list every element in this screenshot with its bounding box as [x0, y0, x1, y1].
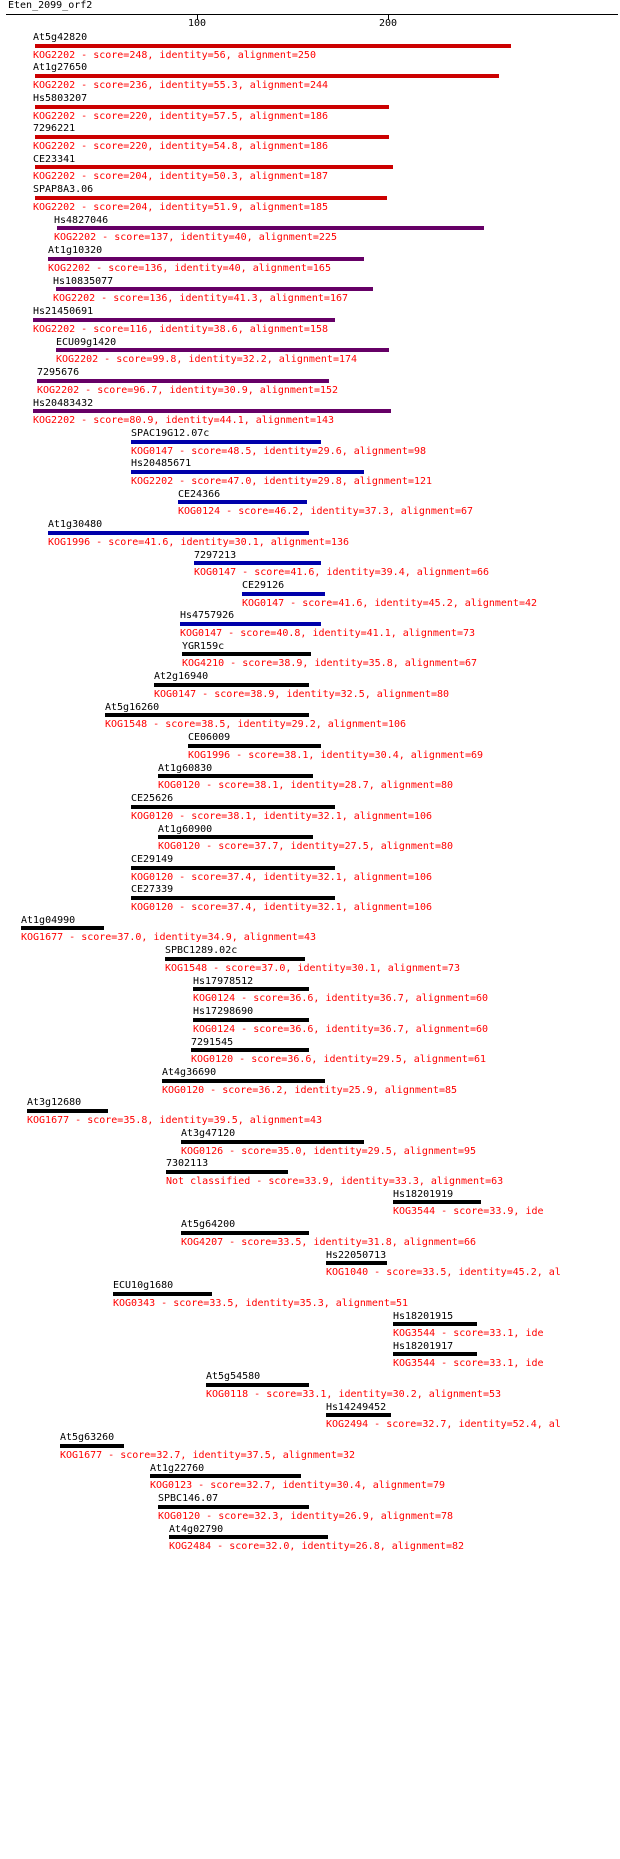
hit-alignment-bar	[393, 1352, 477, 1356]
hit-alignment-bar	[194, 561, 321, 565]
hit-annotation: KOG0123 - score=32.7, identity=30.4, alignment=79	[150, 1480, 446, 1491]
tick-label-100: 100	[188, 18, 207, 29]
hit-alignment-bar	[56, 348, 389, 352]
hit-alignment-bar	[242, 592, 325, 596]
hit-alignment-bar	[158, 774, 313, 778]
hit-name: At5g64200	[181, 1219, 236, 1230]
hit-alignment-bar	[169, 1535, 328, 1539]
hit-annotation: KOG1996 - score=41.6, identity=30.1, alignment=136	[48, 537, 350, 548]
hit-annotation: KOG2202 - score=47.0, identity=29.8, alignment=121	[131, 476, 433, 487]
hit-name: CE06009	[188, 732, 231, 743]
hit-alignment-bar	[27, 1109, 108, 1113]
hit-alignment-bar	[56, 287, 373, 291]
hit-name: At4g02790	[169, 1524, 224, 1535]
hit-alignment-bar	[48, 257, 364, 261]
hit-alignment-bar	[131, 896, 335, 900]
hit-annotation: Not classified - score=33.9, identity=33.3, alignment=63	[166, 1176, 504, 1187]
hit-annotation: KOG2202 - score=220, identity=57.5, alignment=186	[33, 111, 329, 122]
hit-name: At1g04990	[21, 915, 76, 926]
hit-annotation: KOG2202 - score=96.7, identity=30.9, alignment=152	[37, 385, 339, 396]
hit-alignment-bar	[206, 1383, 309, 1387]
hit-name: At1g30480	[48, 519, 103, 530]
hit-annotation: KOG0124 - score=46.2, identity=37.3, alignment=67	[178, 506, 474, 517]
hit-name: At1g60830	[158, 763, 213, 774]
hit-alignment-bar	[37, 379, 329, 383]
hit-alignment-bar	[131, 866, 335, 870]
hit-name: Hs4827046	[54, 215, 109, 226]
query-name: Eten_2099_orf2	[8, 0, 93, 11]
hit-annotation: KOG0120 - score=37.4, identity=32.1, alignment=106	[131, 872, 433, 883]
hit-name: YGR159c	[182, 641, 225, 652]
hit-annotation: KOG2202 - score=99.8, identity=32.2, alignment=174	[56, 354, 358, 365]
hit-alignment-bar	[181, 1231, 309, 1235]
hit-name: Hs21450691	[33, 306, 94, 317]
hit-alignment-bar	[150, 1474, 301, 1478]
hit-annotation: KOG2202 - score=136, identity=41.3, alignment=167	[53, 293, 349, 304]
hit-name: At5g54580	[206, 1371, 261, 1382]
hit-alignment-bar	[165, 957, 305, 961]
hit-name: At5g63260	[60, 1432, 115, 1443]
hit-annotation: KOG2202 - score=136, identity=40, alignment=165	[48, 263, 331, 274]
hit-name: Hs17298690	[193, 1006, 254, 1017]
hit-name: At4g36690	[162, 1067, 217, 1078]
hit-annotation: KOG0343 - score=33.5, identity=35.3, alignment=51	[113, 1298, 409, 1309]
hit-alignment-bar	[158, 1505, 309, 1509]
hit-name: At1g22760	[150, 1463, 205, 1474]
hit-name: Hs4757926	[180, 610, 235, 621]
hit-name: CE23341	[33, 154, 76, 165]
hit-alignment-bar	[131, 805, 335, 809]
hit-alignment-bar	[105, 713, 309, 717]
hit-name: Hs17978512	[193, 976, 254, 987]
hit-annotation: KOG0126 - score=35.0, identity=29.5, alignment=95	[181, 1146, 477, 1157]
hit-alignment-bar	[154, 683, 309, 687]
hit-name: At3g12680	[27, 1097, 82, 1108]
hit-annotation: KOG3544 - score=33.1, ide	[393, 1358, 544, 1369]
hit-alignment-bar	[131, 470, 364, 474]
hit-alignment-bar	[182, 652, 311, 656]
hit-name: At2g16940	[154, 671, 209, 682]
hit-name: CE29149	[131, 854, 174, 865]
hit-name: CE24366	[178, 489, 221, 500]
hit-annotation: KOG3544 - score=33.9, ide	[393, 1206, 544, 1217]
hit-name: CE27339	[131, 884, 174, 895]
hit-annotation: KOG0124 - score=36.6, identity=36.7, alignment=60	[193, 993, 489, 1004]
hit-annotation: KOG3544 - score=33.1, ide	[393, 1328, 544, 1339]
hit-annotation: KOG2484 - score=32.0, identity=26.8, alignment=82	[169, 1541, 465, 1552]
hit-alignment-bar	[131, 440, 321, 444]
hit-annotation: KOG1996 - score=38.1, identity=30.4, alignment=69	[188, 750, 484, 761]
hit-annotation: KOG2202 - score=116, identity=38.6, alignment=158	[33, 324, 329, 335]
hit-name: SPAC19G12.07c	[131, 428, 210, 439]
hit-name: ECU10g1680	[113, 1280, 174, 1291]
hit-name: Hs18201919	[393, 1189, 454, 1200]
hit-name: Hs5803207	[33, 93, 88, 104]
tick-label-200: 200	[379, 18, 398, 29]
hit-name: SPBC1289.02c	[165, 945, 238, 956]
hit-name: Hs14249452	[326, 1402, 387, 1413]
hit-annotation: KOG4207 - score=33.5, identity=31.8, alignment=66	[181, 1237, 477, 1248]
hit-alignment-bar	[60, 1444, 124, 1448]
hit-alignment-bar	[193, 987, 309, 991]
hit-alignment-bar	[166, 1170, 288, 1174]
hit-annotation: KOG2202 - score=137, identity=40, alignment=225	[54, 232, 337, 243]
hit-annotation: KOG2202 - score=204, identity=51.9, alignment=185	[33, 202, 329, 213]
hit-name: CE25626	[131, 793, 174, 804]
hit-name: 7295676	[37, 367, 80, 378]
hit-annotation: KOG0120 - score=36.6, identity=29.5, alignment=61	[191, 1054, 487, 1065]
hit-annotation: KOG1548 - score=37.0, identity=30.1, alignment=73	[165, 963, 461, 974]
hit-annotation: KOG0120 - score=37.4, identity=32.1, alignment=106	[131, 902, 433, 913]
hit-annotation: KOG1677 - score=32.7, identity=37.5, alignment=32	[60, 1450, 356, 1461]
hit-annotation: KOG0147 - score=41.6, identity=39.4, alignment=66	[194, 567, 490, 578]
hit-annotation: KOG0147 - score=41.6, identity=45.2, alignment=42	[242, 598, 538, 609]
hit-name: Hs20485671	[131, 458, 192, 469]
hit-name: CE29126	[242, 580, 285, 591]
hit-alignment-bar	[158, 835, 313, 839]
hit-alignment-bar	[35, 105, 389, 109]
hit-annotation: KOG0147 - score=40.8, identity=41.1, alignment=73	[180, 628, 476, 639]
hit-name: 7291545	[191, 1037, 234, 1048]
hit-alignment-bar	[35, 74, 499, 78]
hit-alignment-bar	[113, 1292, 212, 1296]
hit-alignment-bar	[193, 1018, 309, 1022]
hit-annotation: KOG0124 - score=36.6, identity=36.7, alignment=60	[193, 1024, 489, 1035]
hit-alignment-bar	[162, 1079, 325, 1083]
hit-alignment-bar	[35, 165, 393, 169]
hit-name: 7296221	[33, 123, 76, 134]
hit-annotation: KOG2202 - score=204, identity=50.3, alignment=187	[33, 171, 329, 182]
hit-name: Hs18201915	[393, 1311, 454, 1322]
hit-name: At5g42820	[33, 32, 88, 43]
hit-name: SPBC146.07	[158, 1493, 219, 1504]
query-axis	[6, 14, 618, 15]
hit-name: At3g47120	[181, 1128, 236, 1139]
hit-annotation: KOG1040 - score=33.5, identity=45.2, al	[326, 1267, 561, 1278]
hit-alignment-bar	[191, 1048, 309, 1052]
hit-alignment-bar	[35, 135, 389, 139]
hit-alignment-bar	[35, 44, 511, 48]
hit-name: Hs10835077	[53, 276, 114, 287]
hit-name: ECU09g1420	[56, 337, 117, 348]
hit-annotation: KOG0118 - score=33.1, identity=30.2, alignment=53	[206, 1389, 502, 1400]
hit-annotation: KOG0147 - score=48.5, identity=29.6, alignment=98	[131, 446, 427, 457]
hit-name: Hs18201917	[393, 1341, 454, 1352]
hit-annotation: KOG2202 - score=220, identity=54.8, alignment=186	[33, 141, 329, 152]
hit-name: 7302113	[166, 1158, 209, 1169]
hit-annotation: KOG0120 - score=38.1, identity=28.7, alignment=80	[158, 780, 454, 791]
hit-annotation: KOG1548 - score=38.5, identity=29.2, alignment=106	[105, 719, 407, 730]
hit-name: Hs20483432	[33, 398, 94, 409]
hit-alignment-bar	[326, 1261, 387, 1265]
hit-annotation: KOG2202 - score=236, identity=55.3, alignment=244	[33, 80, 329, 91]
hit-alignment-bar	[35, 196, 387, 200]
hit-name: Hs22050713	[326, 1250, 387, 1261]
hit-name: 7297213	[194, 550, 237, 561]
hit-name: SPAP8A3.06	[33, 184, 94, 195]
hit-annotation: KOG2202 - score=80.9, identity=44.1, alignment=143	[33, 415, 335, 426]
hit-annotation: KOG1677 - score=35.8, identity=39.5, alignment=43	[27, 1115, 323, 1126]
hit-annotation: KOG2494 - score=32.7, identity=52.4, al	[326, 1419, 561, 1430]
hit-annotation: KOG0120 - score=37.7, identity=27.5, alignment=80	[158, 841, 454, 852]
hit-alignment-bar	[33, 318, 335, 322]
hit-annotation: KOG1677 - score=37.0, identity=34.9, alignment=43	[21, 932, 317, 943]
hit-alignment-bar	[48, 531, 309, 535]
hit-name: At1g60900	[158, 824, 213, 835]
hit-annotation: KOG4210 - score=38.9, identity=35.8, alignment=67	[182, 658, 478, 669]
hit-annotation: KOG0120 - score=38.1, identity=32.1, alignment=106	[131, 811, 433, 822]
hit-alignment-bar	[326, 1413, 391, 1417]
hit-annotation: KOG2202 - score=248, identity=56, alignment=250	[33, 50, 316, 61]
hit-alignment-bar	[178, 500, 307, 504]
hit-alignment-bar	[57, 226, 484, 230]
hit-annotation: KOG0120 - score=36.2, identity=25.9, alignment=85	[162, 1085, 458, 1096]
hit-alignment-bar	[188, 744, 321, 748]
hit-name: At1g27650	[33, 62, 88, 73]
hit-alignment-bar	[33, 409, 391, 413]
hit-alignment-bar	[180, 622, 321, 626]
hit-name: At5g16260	[105, 702, 160, 713]
hit-annotation: KOG0120 - score=32.3, identity=26.9, alignment=78	[158, 1511, 454, 1522]
hit-alignment-bar	[181, 1140, 364, 1144]
hit-name: At1g10320	[48, 245, 103, 256]
hit-alignment-bar	[393, 1322, 477, 1326]
hit-annotation: KOG0147 - score=38.9, identity=32.5, alignment=80	[154, 689, 450, 700]
hit-alignment-bar	[21, 926, 104, 930]
hit-alignment-bar	[393, 1200, 481, 1204]
